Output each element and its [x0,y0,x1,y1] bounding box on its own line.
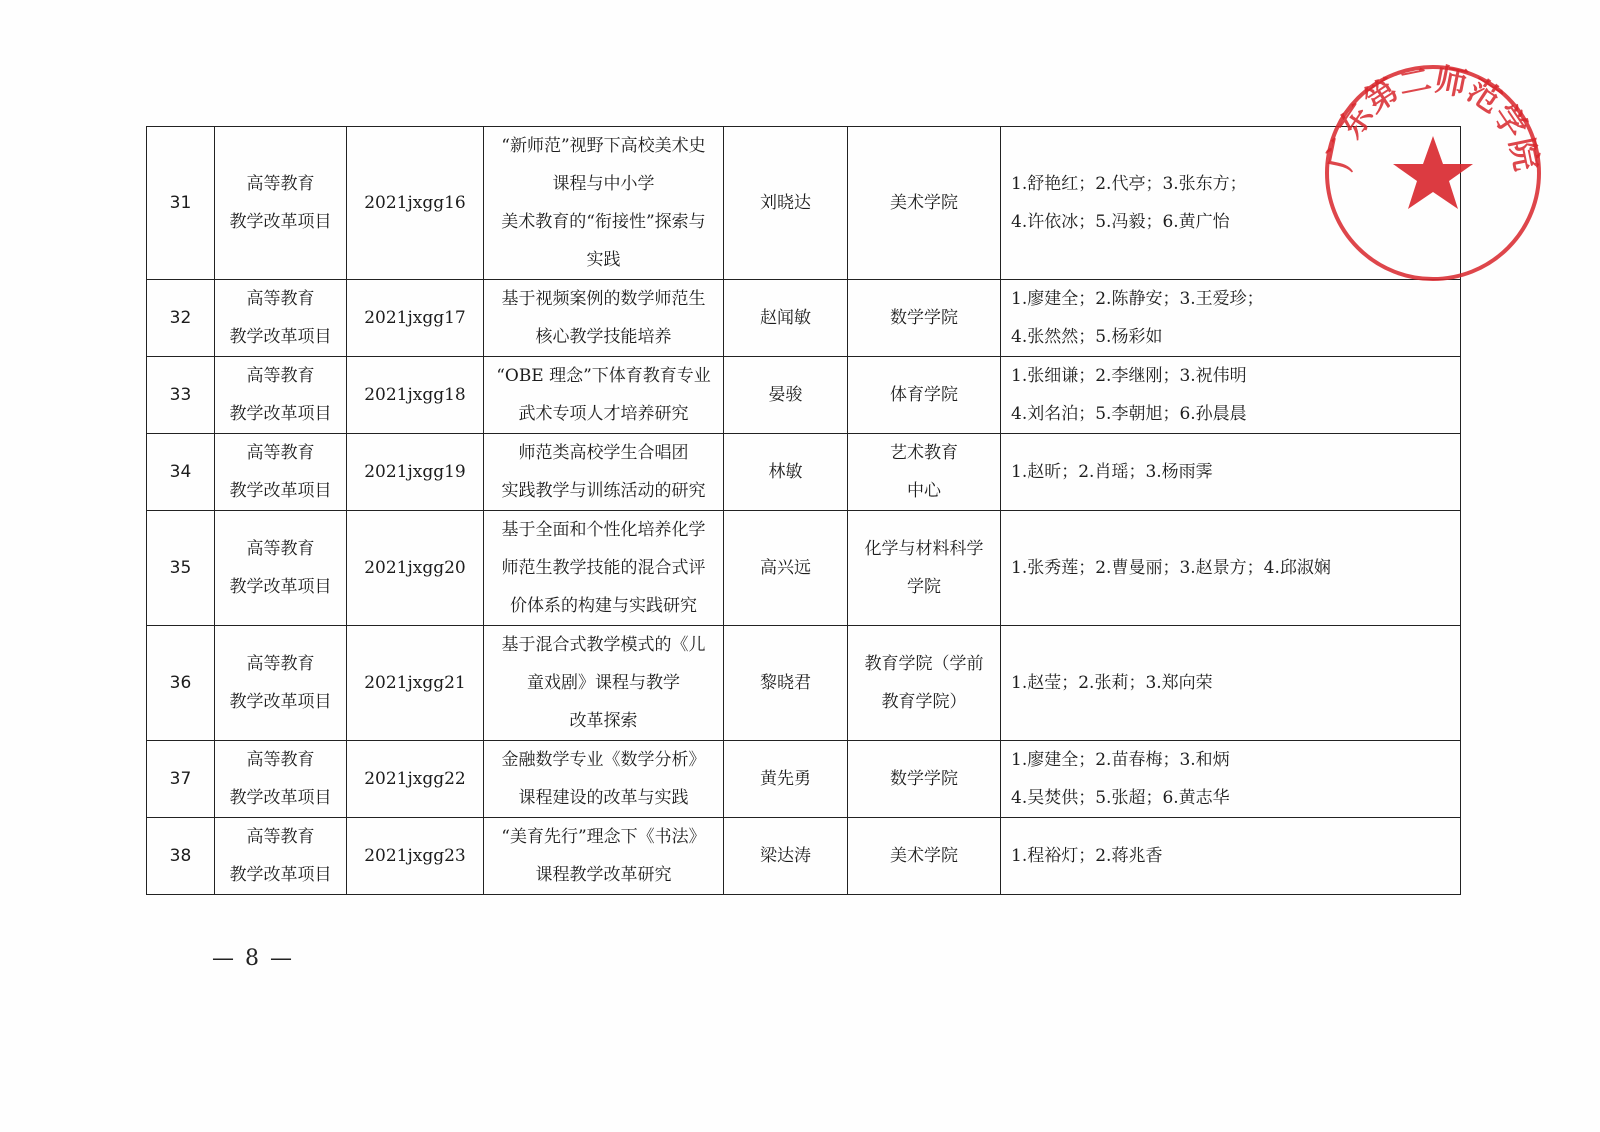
cell-college-line: 数学学院 [890,308,958,328]
cell-college [848,434,1001,511]
cell-project-code: 2021jxgg17 [347,280,484,357]
cell-project-title-line: 实践 [586,250,621,270]
cell-category [215,511,347,626]
cell-college-line: 艺术教育 [890,443,958,463]
cell-project-title [484,511,724,626]
seal-text: 广东第二师范学院 [1320,59,1546,174]
cell-members [1001,626,1461,741]
project-table [146,126,1461,895]
cell-project-title-line: 师范生教学技能的混合式评 [501,558,706,578]
cell-college [848,511,1001,626]
cell-project-title-line: 课程与中小学 [552,174,655,194]
cell-project-title [484,626,724,741]
cell-category-line: 高等教育 [246,174,315,194]
cell-project-code: 2021jxgg18 [347,357,484,434]
cell-leader: 梁达涛 [724,818,848,895]
cell-project-title-line: 金融数学专业《数学分析》 [501,750,706,770]
cell-members [1001,357,1461,434]
cell-project-code: 2021jxgg22 [347,741,484,818]
cell-project-title-line: 武术专项人才培养研究 [518,404,689,424]
cell-project-title-line: “OBE 理念”下体育教育专业 [496,366,711,386]
cell-project-title-line: 基于混合式教学模式的《儿 [501,635,706,655]
cell-category-line: 高等教育 [246,289,315,309]
cell-project-code: 2021jxgg21 [347,626,484,741]
cell-project-title [484,741,724,818]
cell-members [1001,127,1461,280]
cell-category-line: 教学改革项目 [229,212,332,232]
cell-category [215,127,347,280]
cell-category-line: 教学改革项目 [229,327,332,347]
cell-college-line: 美术学院 [890,846,958,866]
page-number: — 8 — [212,946,294,971]
cell-category [215,434,347,511]
cell-project-title-line: “新师范”视野下高校美术史 [501,136,706,156]
cell-project-code: 2021jxgg23 [347,818,484,895]
cell-category-line: 教学改革项目 [229,692,332,712]
cell-project-title-line: 价体系的构建与实践研究 [510,596,697,616]
cell-leader: 刘晓达 [724,127,848,280]
cell-members-line: 1.程裕灯；2.蒋兆香 [1011,846,1163,866]
cell-project-title-line: 改革探索 [569,711,638,731]
cell-category [215,357,347,434]
cell-members-line: 1.赵莹；2.张莉；3.郑向荣 [1011,673,1213,693]
cell-category [215,741,347,818]
cell-category-line: 教学改革项目 [229,788,332,808]
cell-project-title [484,818,724,895]
cell-project-title [484,357,724,434]
cell-project-title-line: 美术教育的“衔接性”探索与 [501,212,706,232]
cell-college-line: 中心 [907,481,941,501]
cell-project-title-line: 课程教学改革研究 [535,865,672,885]
cell-members [1001,434,1461,511]
cell-leader: 高兴远 [724,511,848,626]
cell-index: 31 [147,127,215,280]
cell-college [848,127,1001,280]
cell-category-line: 高等教育 [246,443,315,463]
cell-members [1001,280,1461,357]
cell-category-line: 高等教育 [246,750,315,770]
cell-leader: 林敏 [724,434,848,511]
cell-project-code: 2021jxgg19 [347,434,484,511]
cell-college-line: 学院 [907,577,941,597]
cell-index: 33 [147,357,215,434]
cell-members [1001,511,1461,626]
cell-members-line: 4.吴焚供；5.张超；6.黄志华 [1011,788,1230,808]
cell-college-line: 化学与材料科学 [864,539,984,559]
cell-index: 36 [147,626,215,741]
cell-leader: 晏骏 [724,357,848,434]
cell-project-title-line: 师范类高校学生合唱团 [518,443,689,463]
cell-college-line: 教育学院（学前 [864,654,984,674]
cell-project-code: 2021jxgg16 [347,127,484,280]
cell-project-title-line: 基于全面和个性化培养化学 [501,520,706,540]
cell-members-line: 1.廖建全；2.陈静安；3.王爱珍； [1011,289,1264,309]
cell-category-line: 高等教育 [246,654,315,674]
cell-members-line: 4.刘名泊；5.李朝旭；6.孙晨晨 [1011,404,1247,424]
table-row [147,434,1461,511]
cell-project-title-line: 基于视频案例的数学师范生 [501,289,706,309]
cell-members-line: 1.赵昕；2.肖瑶；3.杨雨霁 [1011,462,1213,482]
cell-project-title-line: 实践教学与训练活动的研究 [501,481,706,501]
cell-college [848,818,1001,895]
cell-college-line: 教育学院） [881,692,967,712]
cell-project-title [484,434,724,511]
table-row [147,818,1461,895]
cell-index: 35 [147,511,215,626]
table-row [147,127,1461,280]
cell-members-line: 4.张然然；5.杨彩如 [1011,327,1163,347]
cell-category [215,818,347,895]
cell-members-line: 4.许依冰；5.冯毅；6.黄广怡 [1011,212,1230,232]
cell-category-line: 高等教育 [246,827,315,847]
cell-project-title-line: 课程建设的改革与实践 [518,788,689,808]
table-row [147,511,1461,626]
cell-leader: 黄先勇 [724,741,848,818]
cell-category-line: 高等教育 [246,539,315,559]
cell-college-line: 数学学院 [890,769,958,789]
cell-project-title-line: “美育先行”理念下《书法》 [501,827,706,847]
cell-index: 32 [147,280,215,357]
cell-category-line: 教学改革项目 [229,577,332,597]
cell-college-line: 美术学院 [890,193,958,213]
cell-project-title [484,127,724,280]
cell-project-title-line: 核心教学技能培养 [535,327,672,347]
cell-index: 38 [147,818,215,895]
cell-project-code: 2021jxgg20 [347,511,484,626]
table-row [147,280,1461,357]
cell-index: 34 [147,434,215,511]
cell-category [215,626,347,741]
cell-members [1001,818,1461,895]
cell-index: 37 [147,741,215,818]
cell-college [848,741,1001,818]
cell-category-line: 教学改革项目 [229,865,332,885]
cell-leader: 赵闻敏 [724,280,848,357]
cell-project-title-line: 童戏剧》课程与教学 [527,673,680,693]
cell-category-line: 高等教育 [246,366,315,386]
cell-category-line: 教学改革项目 [229,404,332,424]
cell-members-line: 1.廖建全；2.苗春梅；3.和炳 [1011,750,1230,770]
cell-project-title [484,280,724,357]
cell-members-line: 1.张秀莲；2.曹曼丽；3.赵景方；4.邱淑娴 [1011,558,1331,578]
cell-category-line: 教学改革项目 [229,481,332,501]
table-row [147,741,1461,818]
cell-college [848,626,1001,741]
cell-members-line: 1.张细谦；2.李继刚；3.祝伟明 [1011,366,1247,386]
table-row [147,357,1461,434]
cell-category [215,280,347,357]
cell-college-line: 体育学院 [890,385,958,405]
table-row [147,626,1461,741]
cell-leader: 黎晓君 [724,626,848,741]
project-table-body [147,127,1461,895]
cell-members-line: 1.舒艳红；2.代亭；3.张东方； [1011,174,1247,194]
cell-college [848,280,1001,357]
cell-members [1001,741,1461,818]
cell-college [848,357,1001,434]
